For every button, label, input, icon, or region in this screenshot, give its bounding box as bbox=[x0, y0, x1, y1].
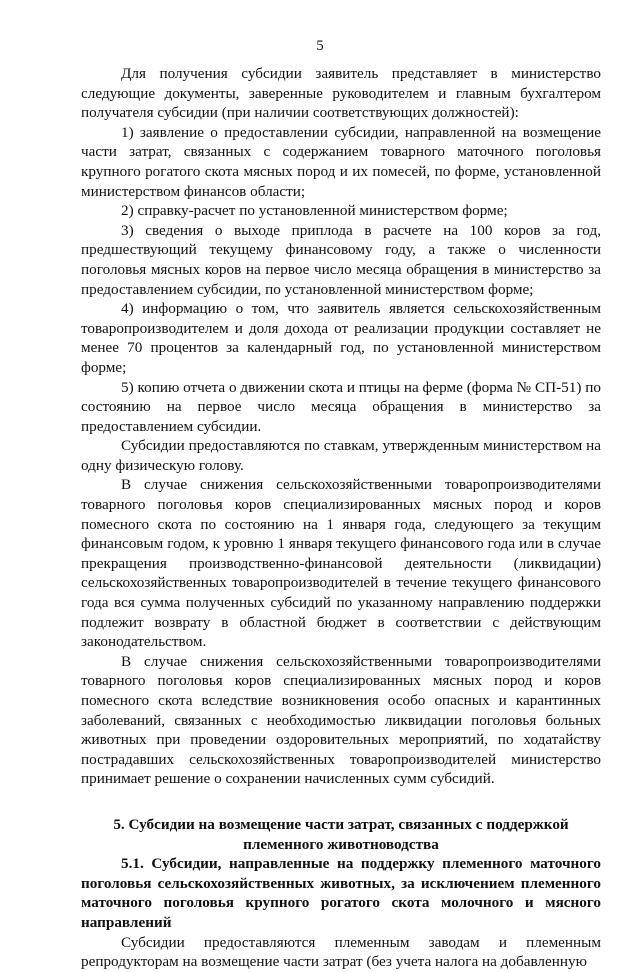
paragraph-disease: В случае снижения сельскохозяйственными товаропроизводителями товарного поголовья коров специализированных мясных пород и коров помесного скота вследствие возникновения особо опасных и карантинных заболеваний, связанных с необходимостью ликвидации поголовья больных животных при проведении оздоровительных мероприятий, по ходатайству пострадавших сельскохозяйственных товаропроизводителей министерство принимает решение о сохранении начисленных сумм субсидий. bbox=[81, 652, 601, 788]
paragraph-rates: Субсидии предоставляются по ставкам, утвержденным министерством на одну физическую голову. bbox=[81, 437, 601, 474]
list-item-3: 3) сведения о выходе приплода в расчете на 100 коров за год, предшествующий текущему финансовому году, а также о численности поголовья мясных коров на первое число месяца обращения в министерство за предоставлением субсидии, по установленной министерством форме; bbox=[81, 221, 601, 298]
list-item-2: 2) справку-расчет по установленной министерством форме; bbox=[121, 202, 508, 220]
subsection-5-1-heading: 5.1. Субсидии, направленные на поддержку племенного маточного поголовья сельскохозяйственных животных, за исключением племенного маточного поголовья крупного рогатого скота молочного и мясного направлений bbox=[81, 855, 601, 931]
paragraph-decrease: В случае снижения сельскохозяйственными товаропроизводителями товарного поголовья коров специализированных мясных пород и коров помесного скота по состоянию на 1 января года, следующего за текущим финансовым годом, к уровню 1 января текущего финансового года или в случае прекращения производственно-финансовой деятельности (ликвидации) сельскохозяйственных товаропроизводителей в течение текущего финансового года вся сумма полученных субсидий по указанному направлению поддержки подлежит возврату в областной бюджет в соответствии с действующим законодательством. bbox=[81, 476, 601, 651]
list-item-5: 5) копию отчета о движении скота и птицы на ферме (форма № СП-51) по состоянию на первое число месяца обращения в министерство за предоставлением субсидии. bbox=[81, 378, 601, 435]
list-item-1: 1) заявление о предоставлении субсидии, направленной на возмещение части затрат, связанных с содержанием товарного маточного поголовья крупного рогатого скота мясных пород и их помесей, по форме, установленной министерством финансов области; bbox=[81, 123, 601, 200]
section-5-heading: 5. Субсидии на возмещение части затрат, связанных с поддержкой племенного животноводства bbox=[113, 815, 569, 853]
paragraph-intro: Для получения субсидии заявитель представляет в министерство следующие документы, заверенные руководителем и главным бухгалтером получателя субсидии (при наличии соответствующих должностей): bbox=[81, 65, 601, 122]
paragraph-breeding: Субсидии предоставляются племенным заводам и племенным репродукторам на возмещение части затрат (без учета налога на добавленную bbox=[81, 933, 601, 971]
page-body bbox=[81, 64, 601, 972]
page-number: 5 bbox=[316, 38, 324, 54]
list-item-4: 4) информацию о том, что заявитель является сельскохозяйственным товаропроизводителем и доля дохода от реализации продукции составляет не менее 70 процентов за календарный год, по установленной министерством форме; bbox=[81, 300, 601, 376]
